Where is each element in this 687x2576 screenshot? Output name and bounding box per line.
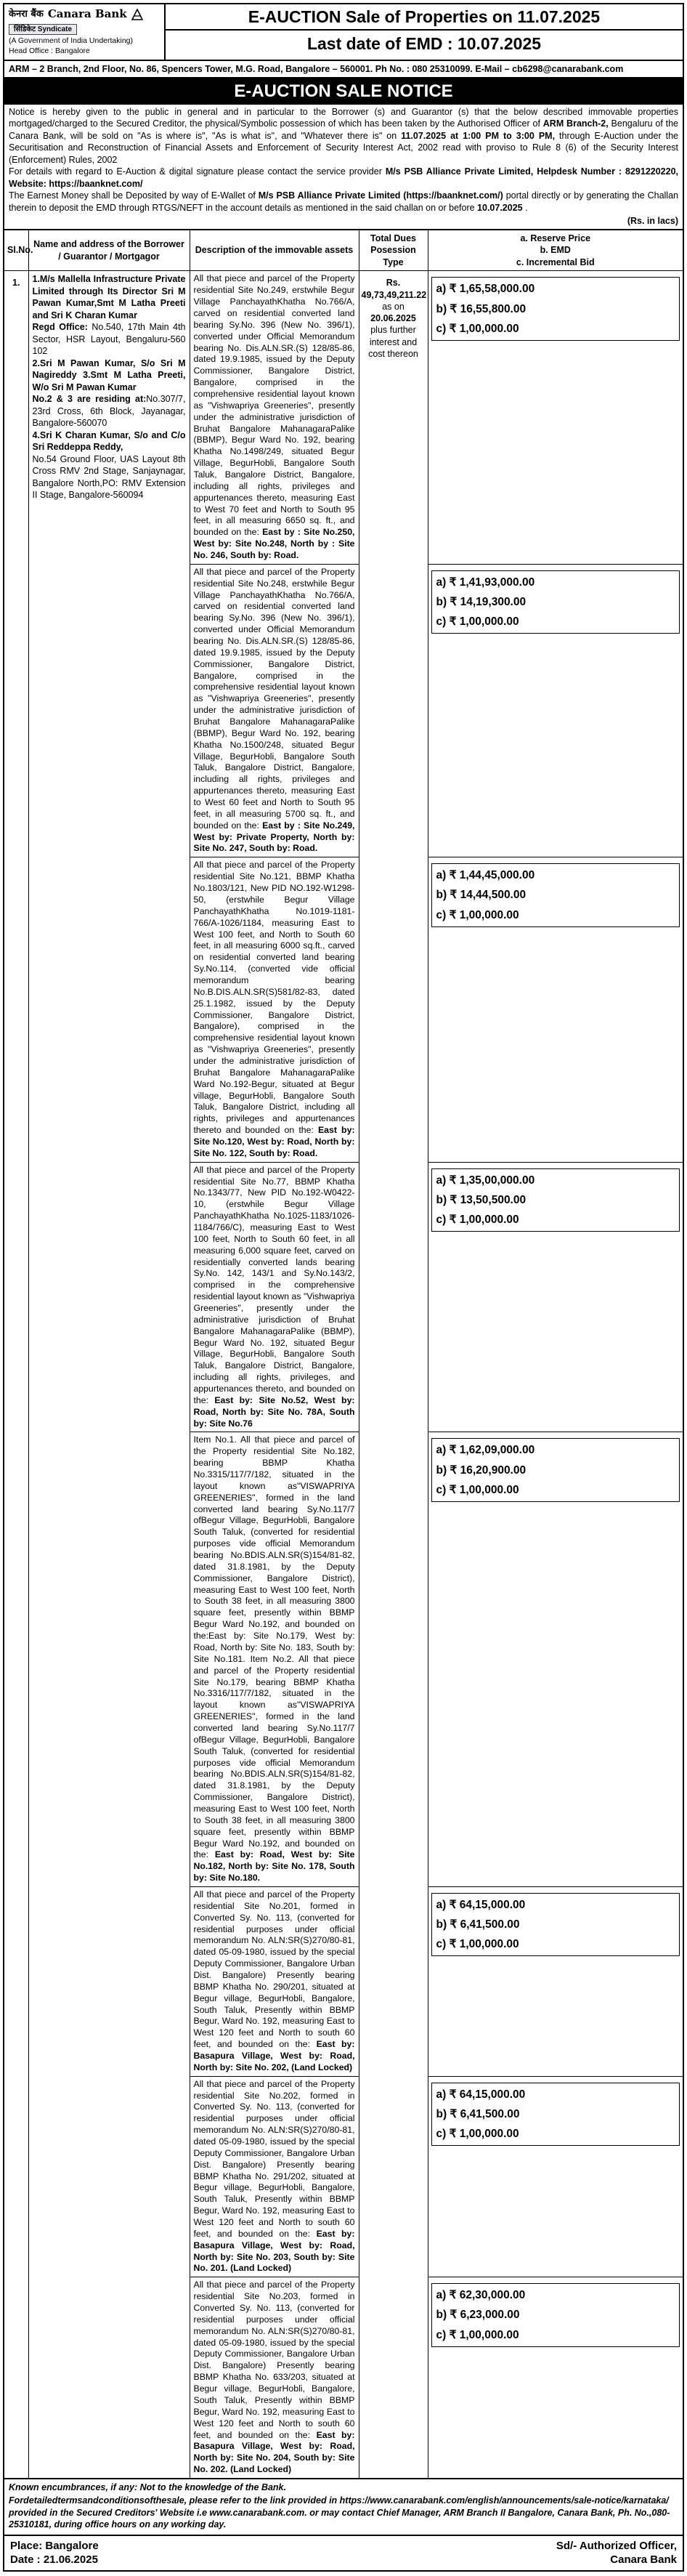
reserve-price: a) ₹ 1,35,00,000.00 xyxy=(436,1174,535,1187)
bid-values xyxy=(431,1438,680,1501)
title-block xyxy=(166,4,683,60)
property-description: Item No.1. All that piece and parcel of the Property residential Site No.182, bearing BBMP Khatha No.3315/117/7/182, situated in the layout known as"VISWAPRIYA GREENERIES", formed in the land converted land bearing Sy.No.117/7 ofBegur Village, BegurHobli, Bangalore South Taluk, (converted for residential purposes vide official Memorandum bearing No.BDIS.ALN.SR(S)154/81-82, dated 31.8.1981, by the Deputy Commissioner, Bangalore District), measuring East to West 100 feet, North to South 38 feet, in all measuring 3800 square feet, presently within BBMP Begur Ward No.192, and bounded on the:East by: Site No.179, West by: Road, North by: Site No. 183, South by: Site No.181. Item No.2. All that piece and parcel of the Property residential Site No.179, bearing BBMP Khatha No.3316/117/7/182, situated in the layout known as"VISWAPRIYA GREENERIES", formed in the land converted land bearing Sy.No.117/7 ofBegur Village, BegurHobli, Bangalore South Taluk, (converted for residential purposes vide official Memorandum bearing No.BDIS.ALN.SR(S)154/81-82, dated 31.8.1981, by the Deputy Commissioner, Bangalore District), measuring East to West 100 feet, North to South 38 feet, in all measuring 3800 square feet, presently within BBMP Begur Ward No.192, and bounded on the: East by: Road, West by: Site No.182, North by: Site No. 178, South by: Site No.180. xyxy=(190,1432,359,1887)
intro-text xyxy=(3,105,684,216)
bid-values xyxy=(431,570,680,634)
table-row xyxy=(4,271,683,564)
bid-values xyxy=(431,863,680,926)
encumbrance-note: Known encumbrances, if any: Not to the knowledge of the Bank. xyxy=(9,2482,286,2492)
bid-cell xyxy=(428,1432,683,1887)
property-description: All that piece and parcel of the Property residential Site No.201, formed in Converted Sy. No. 113, (converted for residential purposes under official memorandum No. ALN:SR(S)270/80-81, dated 05-09-1980, issued by the special Deputy Commissioner, Bangalore Urban Dist. Bangalore) Presently bearing BBMP Khatha No. 290/201, situated at Begur village, BegurHobli, Bangalore, South Taluk, Presently within BBMP Begur, Ward No. 192, measuring East to West 120 feet and North to south 60 feet, and bounded on the: East by: Basapura Village, West by: Road, North by: Site No. 202, (Land Locked) xyxy=(190,1886,359,2076)
reserve-price: a) ₹ 1,44,45,000.00 xyxy=(436,869,535,882)
emd-amount: b) ₹ 6,23,000.00 xyxy=(436,2309,520,2322)
header-borrower: Name and address of the Borrower / Guarantor / Mortgagor xyxy=(28,230,190,271)
emd-last-date: Last date of EMD : 10.07.2025 xyxy=(306,34,542,54)
govt-undertaking: (A Government of India Undertaking) xyxy=(9,36,134,45)
incremental-bid: c) ₹ 1,00,000.00 xyxy=(436,908,519,921)
header-description: Description of the immovable assets xyxy=(190,230,359,271)
bid-values xyxy=(431,2283,680,2346)
emd-amount: b) ₹ 16,20,900.00 xyxy=(436,1463,527,1477)
incremental-bid: c) ₹ 1,00,000.00 xyxy=(436,2127,519,2140)
reserve-price: a) ₹ 64,15,000.00 xyxy=(436,1898,526,1911)
authorized-officer: Sd/- Authorized Officer, xyxy=(556,2539,677,2552)
bid-cell xyxy=(428,2277,683,2479)
property-description: All that piece and parcel of the Property residential Site No.77, BBMP Khatha No.1343/77, New PID No.192-W0422-10, (erstwhile Begur Village PanchayathKhatha No.1025-1183/1026-1184/766/C), measuring East to West 100 feet, North to South 60 feet, in all measuring 6,000 square feet, carved on residentially converted lands bearing Sy.No. 142, 143/1 and Sy.No.143/2, comprised in the comprehensive residential layout known as "Vishwapriya Greeneries", presently under the administrative jurisdiction of Bruhat Bangalore MahanagaraPalike (BBMP), Begur Ward No. 192, situated Begur Village, BegurHobli, Bangalore South Taluk, Bangalore District, Bangalore, including all rights, privileges, and appurtenances thereto, and bounded on the: East by: Site No.52, West by: Road, North by: Site No. 78A, South by: Site No.76 xyxy=(190,1162,359,1432)
emd-amount: b) ₹ 6,41,500.00 xyxy=(436,2107,520,2120)
property-description: All that piece and parcel of the Property residential Site No.121, BBMP Khatha No.1803/121, New PID NO.192-W1298-50, (erstwhile Begur Village PanchayathKhatha No.1019-1181-766/A-1026/1184, measuring East to West 100 feet, and North to South 60 feet, in all measuring 6000 sq.ft., carved on residential converted land bearing Sy.No.114, (converted vide official memorandum bearing No.B.DIS.ALN.SR(S)581/82-83, dated 25.1.1982, issued by the Deputy Commissioner, Bangalore District, Bangalore), comprised in the comprehensive residential layout known as "Vishwapriya Greeneries", presently under the administrative jurisdiction of Bruhat Bangalore MahanagaraPalike Ward No.192-Begur, situated at Begur village, BegurHobli, Bangalore South Taluk, Bangalore District, including all rights, privileges and appurtenances thereto and bounded on the: East by: Site No.120, West by: Road, North by: Site No. 122, South by: Road. xyxy=(190,857,359,1162)
property-description: All that piece and parcel of the Property residential Site No.249, erstwhile Begur Village PanchayathKhatha No.766/A, carved on residential converted land bearing Sy.No. 396 (New No. 396/1), converted under Official Memorandum bearing No. Dis.ALN.SR.(S) 128/85-86, dated 19.9.1985, issued by the Deputy Commissioner, Bangalore District, Bangalore, comprised in the comprehensive residential layout known as "Vishwapriya Greeneries", presently under the administrative jurisdiction of Bruhat Bangalore MahanagaraPalike (BBMP), Begur Ward No. 192, bearing Khatha No.1498/249, situated Begur Village, BegurHobli, Bangalore South Taluk, Bangalore District, Bangalore, including all rights, privileges and appurtenances thereto, measuring East to West 70 feet and North to South 95 feet, in all measuring 6650 sq. ft., and bounded on the: East by : Site No.250, West by: Site No.248, North by : Site No. 246, South by: Road. xyxy=(190,271,359,564)
header xyxy=(3,3,684,61)
bid-cell xyxy=(428,1886,683,2076)
bid-cell xyxy=(428,1162,683,1432)
bid-cell xyxy=(428,564,683,857)
branch-address: ARM – 2 Branch, 2nd Floor, No. 86, Spencers Tower, M.G. Road, Bangalore – 560001. Ph No. : 080 25310099. E-Mail – cb6298@canarabank.com xyxy=(3,61,684,79)
canara-logo-icon xyxy=(131,9,143,20)
place: Place: Bangalore xyxy=(10,2539,99,2552)
emd-amount: b) ₹ 13,50,500.00 xyxy=(436,1193,527,1206)
reserve-price: a) ₹ 1,41,93,000.00 xyxy=(436,576,535,589)
serial-number: 1. xyxy=(4,271,28,2479)
emd-amount: b) ₹ 6,41,500.00 xyxy=(436,1918,520,1931)
header-dues: Total Dues Posession Type xyxy=(359,230,428,271)
date: Date : 21.06.2025 xyxy=(10,2553,98,2567)
incremental-bid: c) ₹ 1,00,000.00 xyxy=(436,1483,519,1496)
syndicate-badge: सिंडिकेट Syndicate xyxy=(9,24,77,35)
reserve-price: a) ₹ 1,65,58,000.00 xyxy=(436,283,535,296)
emd-amount: b) ₹ 14,19,300.00 xyxy=(436,595,527,608)
bid-values xyxy=(431,1168,680,1232)
property-description: All that piece and parcel of the Property residential Site No.248, erstwhile Begur Village PanchayathKhatha No.766/A, carved on residential converted land bearing Sy.No. 396 (New No. 396/1), converted under Official Memorandum bearing No. Dis.ALN.SR.(S) 128/85-86, dated 19.9.1985, issued by the Deputy Commissioner, Bangalore District, Bangalore, comprised in the comprehensive residential layout known as "Vishwapriya Greeneries", presently under the administrative jurisdiction of Bruhat Bangalore MahanagaraPalike (BBMP), Begur Ward No. 192, bearing Khatha No.1500/248, situated Begur Village, BegurHobli, Bangalore South Taluk, Bangalore District, Bangalore, including all rights, privileges and appurtenances thereto, measuring East to West 60 feet and North to South 95 feet, in all measuring 5700 sq. ft., and bounded on the: East by : Site No.249, West by: Private Property, North by: Site No. 247, South by: Road. xyxy=(190,564,359,857)
properties-table xyxy=(3,229,684,2479)
bid-values xyxy=(431,1893,680,1956)
bank-logo-block xyxy=(4,4,166,60)
service-provider-paragraph: For details with regard to E-Auction & digital signature please contact the service provider M/s PSB Alliance Private Limited, Helpdesk Number : 8291220220, Website: https://baanknet.com/ xyxy=(9,166,678,189)
bid-values xyxy=(431,277,680,340)
total-dues: Rs. 49,73,49,211.22 as on 20.06.2025 plus further interest and cost thereon xyxy=(359,271,428,2479)
currency-unit: (Rs. in lacs) xyxy=(3,215,684,229)
bid-cell xyxy=(428,271,683,564)
reserve-price: a) ₹ 62,30,000.00 xyxy=(436,2289,526,2302)
emd-amount: b) ₹ 14,44,500.00 xyxy=(436,889,527,902)
borrower-details: 1.M/s Mallella Infrastructure Private Limited through Its Director Sri M Pawan Kumar,Smt M Latha Preeti and Sri K Charan Kumar Regd Office: No.540, 17th Main 4th Sector, HSR Layout, Bengaluru-560 102 2.Sri M Pawan Kumar, S/o Sri M Nagireddy 3.Smt M Latha Preeti, W/o Sri M Pawan Kumar No.2 & 3 are residing at:No.307/7, 23rd Cross, 6th Block, Jayanagar, Bangalore-560070 4.Sri K Charan Kumar, S/o and C/o Sri Reddeppa Reddy, No.54 Ground Floor, UAS Layout 8th Cross RMV 2nd Stage, Sanjaynagar, Bangalore North,PO: RMV Extension II Stage, Bangalore-560094 xyxy=(28,271,190,2479)
incremental-bid: c) ₹ 1,00,000.00 xyxy=(436,2328,519,2341)
notice-title: E-AUCTION SALE NOTICE xyxy=(3,78,684,105)
auction-title: E-AUCTION Sale of Properties on 11.07.2025 xyxy=(166,4,683,31)
reserve-price: a) ₹ 64,15,000.00 xyxy=(436,2088,526,2101)
table-header-row xyxy=(4,230,683,271)
incremental-bid: c) ₹ 1,00,000.00 xyxy=(436,322,519,335)
bank-name-hindi: केनरा बैंक xyxy=(9,9,44,20)
incremental-bid: c) ₹ 1,00,000.00 xyxy=(436,1213,519,1226)
head-office: Head Office : Bangalore xyxy=(9,46,90,55)
intro-paragraph: Notice is hereby given to the public in general and in particular to the Borrower (s) and Guarantor (s) that the below described immovable properties mortgaged/charged to the Secured Creditor, the physical/Symbolic possession of which has been taken by the Authorised Officer of ARM Branch-2, Bengaluru of the Canara Bank, will be sold on "As is where is", "As is what is", and "Whatever there is" on 11.07.2025 at 1:00 PM to 3:00 PM, through E-Auction under the Securitisation and Reconstruction of Financial Assets and Enforcement of Security Interest Act, 2002 read with proviso to Rule 8 (6) of the Security Interest (Enforcement) Rules, 2002 xyxy=(9,106,678,165)
bank-signature: Canara Bank xyxy=(610,2553,677,2567)
header-sl: Sl.No. xyxy=(4,230,28,271)
bid-cell xyxy=(428,857,683,1162)
signature-row xyxy=(3,2536,684,2572)
incremental-bid: c) ₹ 1,00,000.00 xyxy=(436,615,519,629)
terms-note: Fordetailedtermsandconditionsofthesale, please refer to the link provided in https://www.canarabank.com/english/announcements/sale-notice/karnataka/ provided in the Secured Creditors' Website i.e www.canarabank.com. or may contact Chief Manager, ARM Branch II Bangalore, Canara Bank, Ph. No.,080-25310181, during office hours on any working day. xyxy=(9,2495,670,2530)
property-description: All that piece and parcel of the Property residential Site No.202, formed in Converted Sy. No. 113, (converted for residential purposes under official memorandum No. ALN:SR(S)270/80-81, dated 05-09-1980, issued by the special Deputy Commissioner, Bangalore Urban Dist. Bangalore) Presently bearing BBMP Khatha No. 291/202, situated at Begur village, BegurHobli, Bangalore, South Taluk, Presently within BBMP Begur, Ward No. 192, measuring East to West 120 feet and North to south 60 feet, and bounded on the: East by: Basapura Village, West by: Road, North by: Site No. 203, South by: Site No. 201. (Land Locked) xyxy=(190,2076,359,2277)
emd-amount: b) ₹ 16,55,800.00 xyxy=(436,302,527,315)
emd-paragraph: The Earnest Money shall be Deposited by way of E-Wallet of M/s PSB Alliance Private Limited (https://baanknet.com/) portal directly or by generating the Challan therein to deposit the EMD through RTGS/NEFT in the account details as mentioned in the said challan on or before 10.07.2025 . xyxy=(9,190,678,213)
header-bids: a. Reserve Price b. EMD c. Incremental Bid xyxy=(428,230,683,271)
footer-notes xyxy=(3,2479,684,2536)
property-description: All that piece and parcel of the Property residential Site No.203, formed in Converted Sy. No. 113, (converted for residential purposes under official memorandum No. ALN:SR(S)270/80-81, dated 05-09-1980, issued by the special Deputy Commissioner, Bangalore Urban Dist. Bangalore) Presently bearing BBMP Khatha No. 633/203, situated at Begur village, BegurHobli, Bangalore, South Taluk, Presently within BBMP Begur, Ward No. 192, measuring East to West 120 feet and North to south 60 feet, and bounded on the: East by: Basapura Village, West by: Road, North by: Site No. 204, South by: Site No. 202. (Land Locked) xyxy=(190,2277,359,2479)
incremental-bid: c) ₹ 1,00,000.00 xyxy=(436,1938,519,1951)
bid-values xyxy=(431,2083,680,2146)
bank-name: Canara Bank xyxy=(47,7,127,20)
bid-cell xyxy=(428,2076,683,2277)
reserve-price: a) ₹ 1,62,09,000.00 xyxy=(436,1444,535,1457)
